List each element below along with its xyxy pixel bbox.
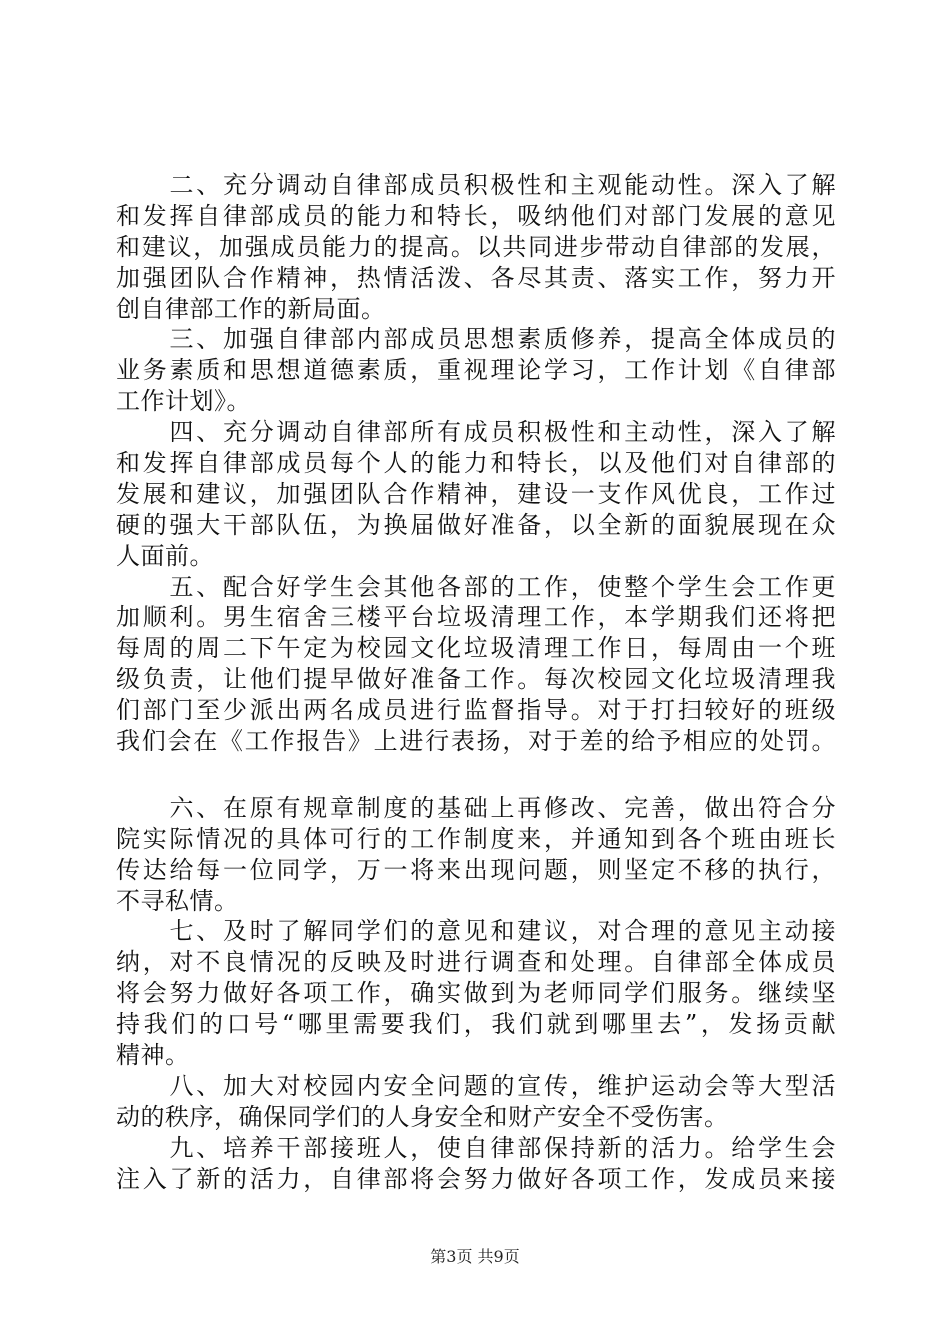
text-line: 和发挥自律部成员每个人的能力和特长，以及他们对自律部的 bbox=[116, 449, 836, 478]
text-line: 加强团队合作精神，热情活泼、各尽其责、落实工作，努力开 bbox=[116, 263, 836, 292]
text-line: 级负责，让他们提早做好准备工作。每次校园文化垃圾清理我 bbox=[116, 665, 836, 694]
text-line: 八、加大对校园内安全问题的宣传，维护运动会等大型活 bbox=[116, 1071, 836, 1100]
text-line: 持我们的口号“哪里需要我们，我们就到哪里去”，发扬贡献 bbox=[116, 1010, 836, 1039]
paragraph-2 bbox=[116, 170, 836, 324]
text-line: 三、加强自律部内部成员思想素质修养，提高全体成员的 bbox=[116, 325, 836, 354]
paragraph-9 bbox=[116, 1133, 836, 1195]
page-number-footer: 第3页 共9页 bbox=[430, 1247, 520, 1266]
text-line: 加顺利。男生宿舍三楼平台垃圾清理工作，本学期我们还将把 bbox=[116, 603, 836, 632]
text-line: 工作计划》。 bbox=[116, 387, 251, 416]
text-line: 传达给每一位同学，万一将来出现问题，则坚定不移的执行， bbox=[116, 855, 836, 884]
text-line: 人面前。 bbox=[116, 541, 214, 570]
text-line: 动的秩序，确保同学们的人身安全和财产安全不受伤害。 bbox=[116, 1102, 729, 1131]
text-line: 每周的周二下午定为校园文化垃圾清理工作日，每周由一个班 bbox=[116, 634, 836, 663]
blank-line bbox=[116, 757, 836, 793]
text-line: 和建议，加强成员能力的提高。以共同进步带动自律部的发展， bbox=[116, 232, 836, 261]
text-line: 们部门至少派出两名成员进行监督指导。对于打扫较好的班级 bbox=[116, 696, 836, 725]
paragraph-7 bbox=[116, 916, 836, 1070]
text-line: 精神。 bbox=[116, 1041, 190, 1070]
document-body bbox=[116, 170, 836, 1195]
text-line: 二、充分调动自律部成员积极性和主观能动性。深入了解 bbox=[116, 171, 836, 199]
text-line: 将会努力做好各项工作，确实做到为老师同学们服务。继续坚 bbox=[116, 979, 836, 1008]
text-line: 我们会在《工作报告》上进行表扬，对于差的给予相应的处罚。 bbox=[116, 727, 836, 756]
text-line: 纳，对不良情况的反映及时进行调查和处理。自律部全体成员 bbox=[116, 948, 836, 977]
paragraph-4 bbox=[116, 417, 836, 571]
paragraph-5 bbox=[116, 572, 836, 757]
text-line: 发展和建议，加强团队合作精神，建设一支作风优良，工作过 bbox=[116, 479, 836, 508]
text-line: 创自律部工作的新局面。 bbox=[116, 294, 386, 323]
text-line: 六、在原有规章制度的基础上再修改、完善，做出符合分 bbox=[116, 793, 836, 822]
text-line: 四、充分调动自律部所有成员积极性和主动性，深入了解 bbox=[116, 418, 836, 447]
paragraph-3 bbox=[116, 324, 836, 417]
text-line: 不寻私情。 bbox=[116, 886, 239, 915]
text-line: 注入了新的活力，自律部将会努力做好各项工作，发成员来接 bbox=[116, 1164, 836, 1193]
paragraph-6 bbox=[116, 793, 836, 917]
text-line: 硬的强大干部队伍，为换届做好准备，以全新的面貌展现在众 bbox=[116, 510, 836, 539]
text-line: 业务素质和思想道德素质，重视理论学习，工作计划《自律部 bbox=[116, 356, 836, 385]
text-line: 九、培养干部接班人，使自律部保持新的活力。给学生会 bbox=[116, 1133, 836, 1162]
text-line: 和发挥自律部成员的能力和特长，吸纳他们对部门发展的意见 bbox=[116, 201, 836, 230]
text-line: 院实际情况的具体可行的工作制度来，并通知到各个班由班长 bbox=[116, 824, 836, 853]
paragraph-8 bbox=[116, 1071, 836, 1133]
text-line: 五、配合好学生会其他各部的工作，使整个学生会工作更 bbox=[116, 572, 836, 601]
text-line: 七、及时了解同学们的意见和建议，对合理的意见主动接 bbox=[116, 917, 836, 946]
